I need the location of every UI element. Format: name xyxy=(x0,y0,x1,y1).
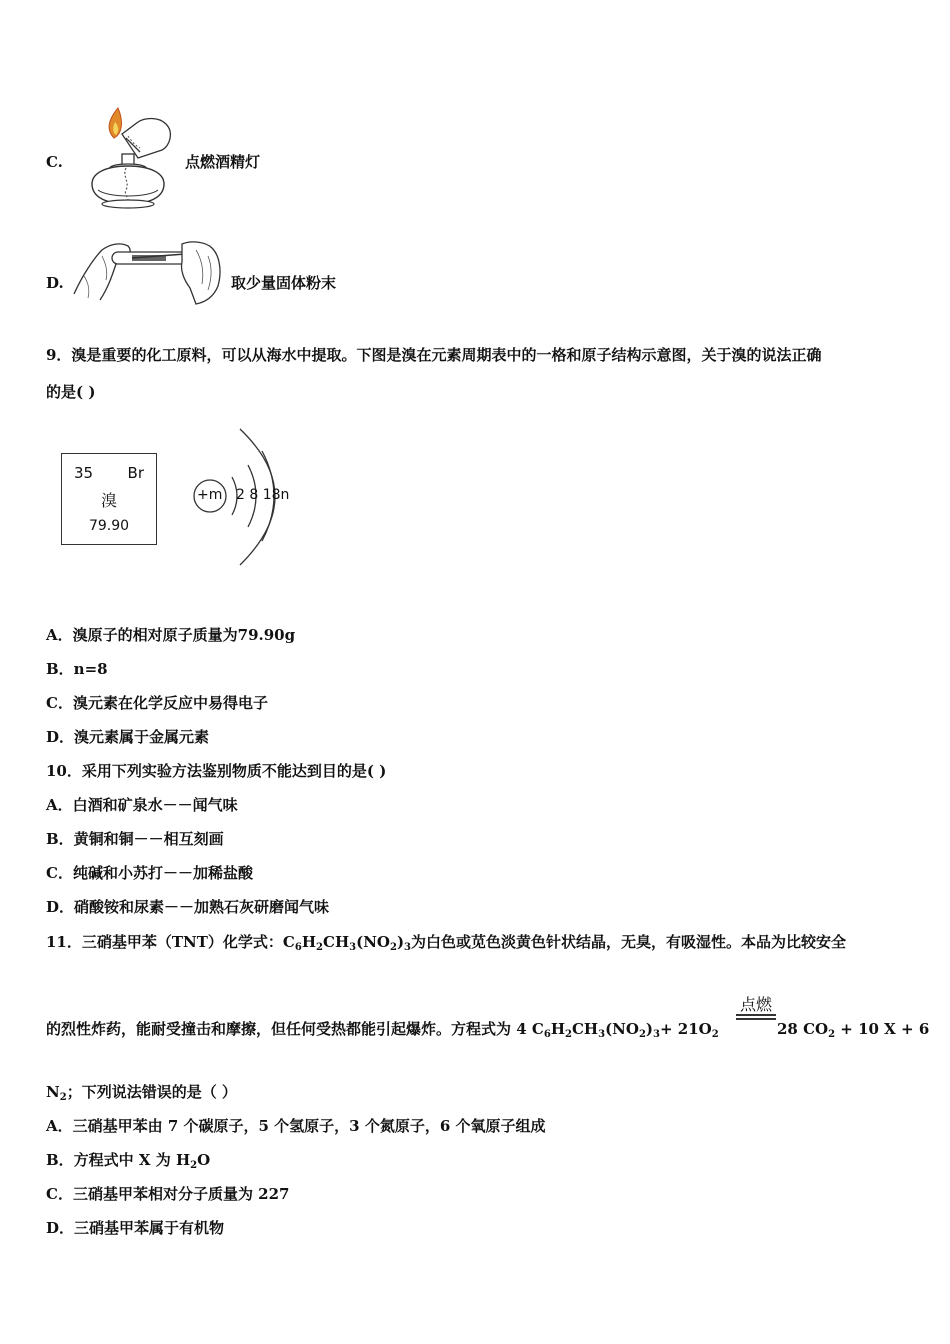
q9-option-b: B．n=8 xyxy=(46,660,108,678)
equation-bar-bottom xyxy=(736,1018,776,1020)
element-name: 溴 xyxy=(100,491,117,510)
q11-option-b: B．方程式中 X 为 $H_2O$ xyxy=(46,1151,211,1171)
atomic-mass: 79.90 xyxy=(88,518,130,534)
option-d-letter: D. xyxy=(46,274,64,292)
equation-bar-top xyxy=(736,1014,776,1016)
q9-option-a: A．溴原子的相对原子质量为79.90g xyxy=(46,626,296,644)
q10-option-a: A．白酒和矿泉水－－闻气味 xyxy=(46,796,238,814)
q11-stem-line1: 11．三硝基甲苯（TNT）化学式：$C_6H_2CH_3(NO_2)_3$为白色或苋色淡黄色针状结晶，无臭，有吸湿性。本品为比较安全 xyxy=(46,933,847,953)
test-tube-hands-figure xyxy=(72,236,226,306)
atomic-number: 35 xyxy=(74,464,94,482)
q11-option-a: A．三硝基甲苯由 7 个碳原子，5 个氢原子，3 个氮原子，6 个氧原子组成 xyxy=(46,1117,546,1135)
q11-stem-line3: $N_2$；下列说法错误的是（ ） xyxy=(46,1083,237,1103)
option-d-text: 取少量固体粉末 xyxy=(231,274,337,292)
electron-shells: 2 8 18n xyxy=(236,487,290,503)
q11-option-d: D．三硝基甲苯属于有机物 xyxy=(46,1219,225,1237)
q9-stem-line2: 的是( ) xyxy=(46,383,96,401)
q10-option-c: C．纯碱和小苏打－－加稀盐酸 xyxy=(46,864,253,882)
option-c-letter: C. xyxy=(46,153,63,171)
q9-stem-line1: 9．溴是重要的化工原料，可以从海水中提取。下图是溴在元素周期表中的一格和原子结构示意图，关于溴的说法正确 xyxy=(46,346,822,364)
option-c-text: 点燃酒精灯 xyxy=(185,153,261,171)
periodic-table-cell xyxy=(61,453,157,545)
q9-option-d: D．溴元素属于金属元素 xyxy=(46,728,210,746)
alcohol-lamp-figure xyxy=(78,100,182,212)
q11-equation-products: 28 $CO_2 + 10$ X + 6 xyxy=(777,1020,930,1040)
q11-option-c: C．三硝基甲苯相对分子质量为 227 xyxy=(46,1185,290,1203)
q10-stem: 10．采用下列实验方法鉴别物质不能达到目的是( ) xyxy=(46,762,387,780)
q9-option-c: C．溴元素在化学反应中易得电子 xyxy=(46,694,268,712)
nucleus-charge: +m xyxy=(197,487,223,503)
reaction-condition: 点燃 xyxy=(739,995,772,1014)
element-symbol: Br xyxy=(127,464,144,482)
q10-option-b: B．黄铜和铜－－相互刻画 xyxy=(46,830,224,848)
q11-stem-line2: 的烈性炸药，能耐受撞击和摩擦，但任何受热都能引起爆炸。方程式为 4 $C_6H_2CH_3(NO_2)_3+ 21O_2$ xyxy=(46,1020,719,1040)
q10-option-d: D．硝酸铵和尿素－－加熟石灰研磨闻气味 xyxy=(46,898,330,916)
